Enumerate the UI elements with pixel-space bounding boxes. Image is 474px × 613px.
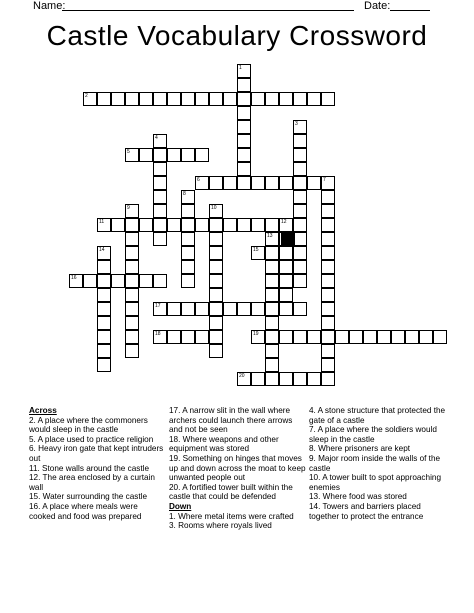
grid-cell[interactable] (321, 344, 335, 358)
grid-cell[interactable] (209, 274, 223, 288)
grid-cell[interactable] (237, 218, 251, 232)
grid-cell[interactable] (153, 330, 167, 344)
clue-number: 2 (85, 93, 88, 99)
clue-number: 17 (155, 303, 161, 309)
clue-number: 13 (267, 233, 273, 239)
grid-cell[interactable] (251, 246, 265, 260)
clue-number: 1 (239, 65, 242, 71)
grid-cell[interactable] (321, 92, 335, 106)
grid-cell[interactable] (265, 260, 279, 274)
grid-cell[interactable] (237, 120, 251, 134)
grid-cell[interactable] (321, 232, 335, 246)
grid-cell[interactable] (419, 330, 433, 344)
clue-number: 14 (99, 247, 105, 253)
grid-cell[interactable] (433, 330, 447, 344)
grid-cell[interactable] (111, 274, 125, 288)
grid-cell[interactable] (125, 274, 139, 288)
grid-cell[interactable] (181, 246, 195, 260)
grid-cell[interactable] (293, 218, 307, 232)
grid-cell[interactable] (307, 92, 321, 106)
grid-cell[interactable] (195, 176, 209, 190)
grid-cell[interactable] (251, 302, 265, 316)
clue-down-4: 4. A stone structure that protected the gate of a castle (309, 406, 446, 425)
grid-cell[interactable] (181, 218, 195, 232)
name-label: Name: (33, 0, 66, 12)
grid-cell[interactable] (321, 302, 335, 316)
grid-cell[interactable] (251, 330, 265, 344)
grid-cell[interactable] (209, 92, 223, 106)
grid-cell[interactable] (125, 148, 139, 162)
grid-cell[interactable] (321, 274, 335, 288)
grid-cell[interactable] (237, 302, 251, 316)
grid-cell[interactable] (293, 246, 307, 260)
grid-cell[interactable] (153, 176, 167, 190)
grid-cell[interactable] (307, 176, 321, 190)
grid-cell[interactable] (153, 148, 167, 162)
grid-cell[interactable] (195, 218, 209, 232)
grid-cell[interactable] (293, 204, 307, 218)
clues-column-2 (169, 406, 306, 531)
grid-cell[interactable] (139, 218, 153, 232)
clue-number: 15 (253, 247, 259, 253)
grid-cell[interactable] (181, 302, 195, 316)
grid-cell[interactable] (279, 260, 293, 274)
clue-across-16: 16. A place where meals were cooked and food was prepared (29, 501, 142, 521)
grid-cell[interactable] (405, 330, 419, 344)
grid-cell[interactable] (293, 176, 307, 190)
grid-cell[interactable] (279, 330, 293, 344)
grid-cell[interactable] (321, 204, 335, 218)
clue-across-17: 17. A narrow slit in the wall where archers could launch there arrows and not be seen (169, 406, 293, 435)
grid-cell[interactable] (181, 232, 195, 246)
grid-cell[interactable] (153, 162, 167, 176)
clue-number: 16 (71, 275, 77, 281)
clue-across-20: 20. A fortified tower built within the castle that could be defended (169, 482, 293, 502)
grid-cell[interactable] (391, 330, 405, 344)
grid-cell[interactable] (83, 274, 97, 288)
grid-cell[interactable] (237, 162, 251, 176)
grid-cell[interactable] (125, 330, 139, 344)
grid-cell[interactable] (265, 176, 279, 190)
grid-cell[interactable] (209, 288, 223, 302)
clue-number: 3 (295, 121, 298, 127)
grid-cell[interactable] (293, 148, 307, 162)
grid-cell[interactable] (195, 330, 209, 344)
clue-down-10: 10. A tower built to spot approaching enemies (309, 473, 441, 492)
down-heading: Down (169, 501, 192, 511)
grid-cell[interactable] (237, 106, 251, 120)
grid-cell[interactable] (69, 274, 83, 288)
clue-number: 7 (323, 177, 326, 183)
grid-cell[interactable] (293, 120, 307, 134)
grid-cell[interactable] (321, 288, 335, 302)
grid-cell[interactable] (265, 316, 279, 330)
black-cell (281, 233, 295, 247)
grid-cell[interactable] (181, 260, 195, 274)
grid-cell[interactable] (279, 372, 293, 386)
clues-column-3 (309, 406, 449, 521)
grid-cell[interactable] (237, 64, 251, 78)
clue-across-15: 15. Water surrounding the castle (29, 492, 148, 502)
grid-cell[interactable] (265, 288, 279, 302)
grid-cell[interactable] (321, 218, 335, 232)
clues-column-1 (29, 406, 164, 521)
date-label: Date: (364, 0, 391, 12)
grid-cell[interactable] (265, 372, 279, 386)
grid-cell[interactable] (209, 260, 223, 274)
clue-across-12: 12. The area enclosed by a curtain wall (29, 473, 155, 492)
grid-cell[interactable] (321, 372, 335, 386)
grid-cell[interactable] (195, 302, 209, 316)
grid-cell[interactable] (251, 218, 265, 232)
grid-cell[interactable] (125, 344, 139, 358)
grid-cell[interactable] (97, 274, 111, 288)
grid-cell[interactable] (195, 92, 209, 106)
grid-cell[interactable] (125, 204, 139, 218)
clue-down-1: 1. Where metal items were crafted (169, 511, 294, 521)
grid-cell[interactable] (237, 134, 251, 148)
grid-cell[interactable] (125, 246, 139, 260)
clue-number: 10 (211, 205, 217, 211)
grid-cell[interactable] (265, 358, 279, 372)
grid-cell[interactable] (307, 372, 321, 386)
grid-cell[interactable] (377, 330, 391, 344)
grid-cell[interactable] (251, 176, 265, 190)
grid-cell[interactable] (139, 148, 153, 162)
grid-cell[interactable] (321, 260, 335, 274)
grid-cell[interactable] (237, 92, 251, 106)
grid-cell[interactable] (293, 260, 307, 274)
grid-cell[interactable] (279, 176, 293, 190)
grid-cell[interactable] (97, 260, 111, 274)
grid-cell[interactable] (153, 190, 167, 204)
grid-cell[interactable] (237, 372, 251, 386)
grid-cell[interactable] (181, 92, 195, 106)
clue-across-18: 18. Where weapons and other equipment was stored (169, 434, 279, 454)
grid-cell[interactable] (307, 330, 321, 344)
grid-cell[interactable] (349, 330, 363, 344)
grid-cell[interactable] (97, 302, 111, 316)
grid-cell[interactable] (209, 232, 223, 246)
grid-cell[interactable] (125, 92, 139, 106)
grid-cell[interactable] (279, 288, 293, 302)
clue-number: 11 (99, 219, 105, 225)
grid-cell[interactable] (223, 302, 237, 316)
grid-cell[interactable] (223, 218, 237, 232)
grid-cell[interactable] (251, 92, 265, 106)
grid-cell[interactable] (335, 330, 349, 344)
grid-cell[interactable] (209, 218, 223, 232)
grid-cell[interactable] (181, 330, 195, 344)
grid-cell[interactable] (181, 190, 195, 204)
grid-cell[interactable] (321, 330, 335, 344)
grid-cell[interactable] (265, 344, 279, 358)
clue-number: 12 (281, 219, 287, 225)
grid-cell[interactable] (265, 92, 279, 106)
grid-cell[interactable] (279, 218, 293, 232)
grid-cell[interactable] (153, 302, 167, 316)
grid-cell[interactable] (265, 218, 279, 232)
grid-cell[interactable] (293, 92, 307, 106)
clue-down-14: 14. Towers and barriers placed together to protect the entrance (309, 501, 424, 521)
grid-cell[interactable] (97, 330, 111, 344)
clue-across-2: 2. A place where the commoners would sleep in the castle (29, 415, 148, 435)
grid-cell[interactable] (167, 218, 181, 232)
grid-cell[interactable] (97, 288, 111, 302)
grid-cell[interactable] (223, 92, 237, 106)
grid-cell[interactable] (153, 274, 167, 288)
grid-cell[interactable] (321, 190, 335, 204)
clue-down-9: 9. Major room inside the walls of the castle (309, 453, 441, 473)
clue-down-3: 3. Rooms where royals lived (169, 521, 272, 531)
grid-cell[interactable] (167, 148, 181, 162)
grid-cell[interactable] (293, 162, 307, 176)
grid-cell[interactable] (125, 232, 139, 246)
grid-cell[interactable] (293, 372, 307, 386)
grid-cell[interactable] (209, 344, 223, 358)
grid-cell[interactable] (167, 92, 181, 106)
page-title: Castle Vocabulary Crossword (46, 20, 428, 51)
grid-cell[interactable] (279, 246, 293, 260)
clue-across-5: 5. A place used to practice religion (29, 434, 154, 444)
grid-cell[interactable] (265, 274, 279, 288)
clue-across-11: 11. Stone walls around the castle (29, 463, 150, 473)
clue-number: 18 (155, 331, 161, 337)
grid-cell[interactable] (279, 302, 293, 316)
grid-cell[interactable] (125, 260, 139, 274)
clue-across-19: 19. Something on hinges that moves up and down across the moat to keep unwanted people out (169, 453, 306, 483)
clue-down-7: 7. A place where the soldiers would sleep in the castle (309, 425, 437, 444)
grid-cell[interactable] (97, 246, 111, 260)
clue-number: 20 (239, 373, 245, 379)
grid-cell[interactable] (97, 358, 111, 372)
grid-cell[interactable] (321, 358, 335, 372)
grid-cell[interactable] (195, 148, 209, 162)
grid-cell[interactable] (321, 246, 335, 260)
grid-cell[interactable] (181, 274, 195, 288)
grid-cell[interactable] (265, 246, 279, 260)
clue-number: 19 (253, 331, 259, 337)
grid-cell[interactable] (97, 92, 111, 106)
grid-cell[interactable] (279, 274, 293, 288)
grid-cell[interactable] (125, 316, 139, 330)
grid-cell[interactable] (293, 274, 307, 288)
grid-cell[interactable] (209, 302, 223, 316)
grid-cell[interactable] (139, 274, 153, 288)
clue-number: 6 (197, 177, 200, 183)
grid-cell[interactable] (111, 92, 125, 106)
clue-down-8: 8. Where prisoners are kept (309, 444, 411, 454)
grid-cell[interactable] (237, 148, 251, 162)
clue-number: 5 (127, 149, 130, 155)
grid-cell[interactable] (125, 218, 139, 232)
grid-cell[interactable] (209, 176, 223, 190)
grid-cell[interactable] (153, 218, 167, 232)
grid-cell[interactable] (209, 246, 223, 260)
grid-cell[interactable] (167, 302, 181, 316)
clue-down-13: 13. Where food was stored (309, 492, 407, 502)
clue-number: 8 (183, 191, 186, 197)
grid-cell[interactable] (181, 204, 195, 218)
grid-cell[interactable] (265, 330, 279, 344)
grid-cell[interactable] (293, 190, 307, 204)
grid-cell[interactable] (265, 232, 279, 246)
grid-cell[interactable] (251, 372, 265, 386)
grid-cell[interactable] (209, 316, 223, 330)
grid-cell[interactable] (321, 316, 335, 330)
grid-cell[interactable] (293, 134, 307, 148)
grid-cell[interactable] (153, 232, 167, 246)
grid-cell[interactable] (97, 344, 111, 358)
grid-cell[interactable] (293, 232, 307, 246)
grid-cell[interactable] (97, 218, 111, 232)
grid-cell[interactable] (237, 176, 251, 190)
grid-cell[interactable] (223, 176, 237, 190)
clue-number: 4 (155, 135, 158, 141)
grid-cell[interactable] (181, 148, 195, 162)
clue-number: 9 (127, 205, 130, 211)
grid-cell[interactable] (125, 288, 139, 302)
grid-cell[interactable] (279, 92, 293, 106)
grid-cell[interactable] (153, 92, 167, 106)
grid-cell[interactable] (293, 330, 307, 344)
grid-cell[interactable] (237, 78, 251, 92)
grid-cell[interactable] (153, 134, 167, 148)
across-heading: Across (29, 406, 57, 415)
grid-cell[interactable] (209, 204, 223, 218)
grid-cell[interactable] (293, 302, 307, 316)
grid-cell[interactable] (111, 218, 125, 232)
grid-cell[interactable] (139, 92, 153, 106)
grid-cell[interactable] (83, 92, 97, 106)
grid-cell[interactable] (153, 204, 167, 218)
clue-across-6: 6. Heavy iron gate that kept intruders out (29, 444, 164, 463)
grid-cell[interactable] (97, 316, 111, 330)
grid-cell[interactable] (363, 330, 377, 344)
grid-cell[interactable] (125, 302, 139, 316)
grid-cell[interactable] (209, 330, 223, 344)
grid-cell[interactable] (265, 302, 279, 316)
grid-cell[interactable] (321, 176, 335, 190)
grid-cell[interactable] (167, 330, 181, 344)
